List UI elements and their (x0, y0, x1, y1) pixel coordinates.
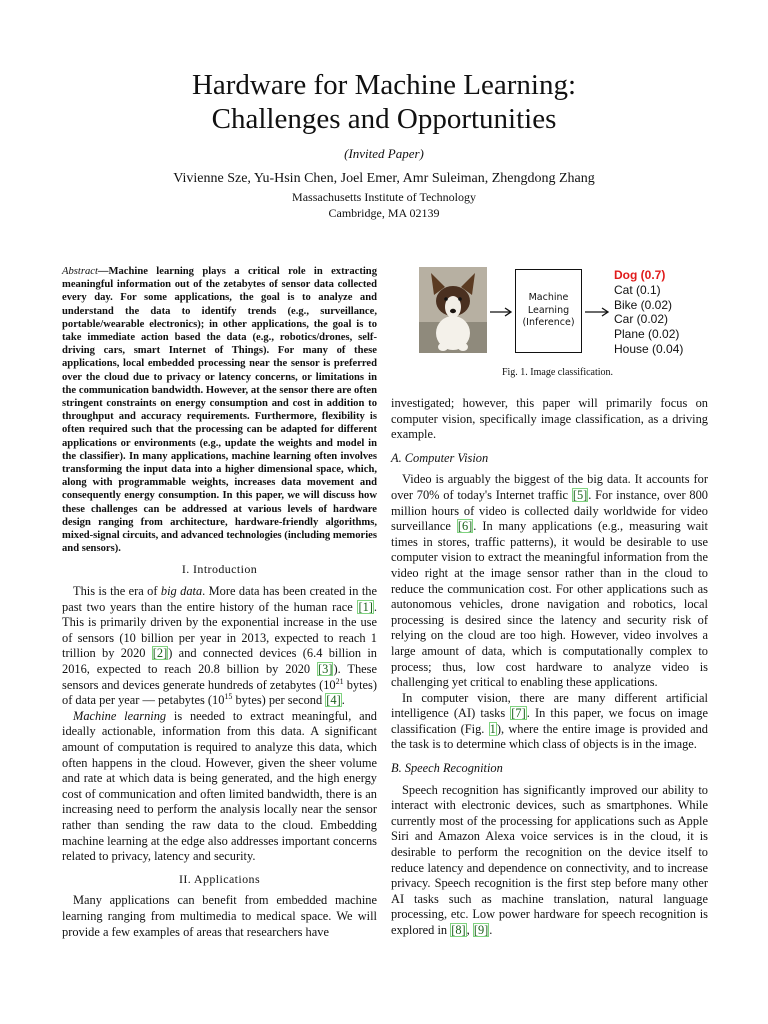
citation-link[interactable]: [5] (572, 487, 588, 502)
citation-link[interactable]: [9] (473, 923, 489, 937)
machine-learning-box: Machine Learning (Inference) (515, 269, 582, 353)
output-label: Bike (0.02) (614, 297, 673, 312)
affiliation: Massachusetts Institute of Technology (292, 190, 476, 204)
citation-link[interactable]: [4] (326, 693, 341, 708)
paper-title (0, 68, 768, 136)
output-label: Plane (0.02) (614, 327, 680, 342)
section-heading-applications: II. Applications (178, 871, 261, 886)
applications-paragraph-1: Many applications can benefit from embedded machine learning ranging from multimedia to medical space. We will provide a few examples of areas that researchers have (62, 893, 377, 939)
title-line-2: Challenges and Opportunities (211, 103, 557, 135)
dog-photo (419, 267, 487, 353)
title-line-1: Hardware for Machine Learning: (191, 69, 577, 101)
citation-link[interactable]: [1] (358, 599, 373, 614)
left-column (62, 265, 377, 940)
output-label: Car (0.02) (614, 312, 669, 327)
emphasis-machine-learning: Machine learning (73, 708, 167, 723)
speech-paragraph-1: Speech recognition has significantly improved our ability to interact with electronic devices, such as smartphones. While currently most of the processing for applications such as Apple Siri and Amazon Alexa voice services is in the cloud, it is desirable to perform the recognition on the device itself to reduce latency and dependence on connectivity, and to increase privacy. Speech recognition is the first step before many other AI tasks such as machine translation, natural language processing, etc. Low power hardware for speech recognition is explored in [8], [9]. (391, 782, 708, 937)
input-arrow-icon (490, 307, 514, 317)
figure-caption: Fig. 1. Image classification. (501, 367, 614, 378)
figure-reference-link[interactable]: 1 (489, 721, 496, 736)
citation-link[interactable]: [7] (511, 706, 526, 721)
output-label: Cat (0.1) (614, 282, 661, 297)
output-label-top: Dog (0.7) (614, 268, 666, 282)
affiliation-block (0, 189, 768, 221)
citation-link[interactable]: [3] (318, 662, 333, 677)
abstract-text: —Machine learning plays a critical role in extracting meaningful information out of the zetabytes of sensor data collected every day. For some applications, the goal is to analyze and understand the data to identify trends (e.g., surveillance, portable/wearable electronics); in other applications, the goal is to take immediate action based the data (e.g., robotics/drones, self-driving cars, smart Internet of Things). For many of these applications, local embedded processing near the sensor is preferred over the cloud due to privacy or latency concerns, or limitations in the communication bandwidth. However, at the sensor there are often stringent constraints on energy consumption and cost in addition to throughput and accuracy requirements. Furthermore, flexibility is often required such that the processing can be adapted for different applications or environments (e.g., update the weights and model in the classifier). In many applications, machine learning often involves transforming the input data into a higher dimensional space, which, along with programmable weights, increases data movement and consequently energy consumption. In this paper, we will discuss how these challenges can be addressed at various levels of hardware design ranging from architecture, hardware-friendly algorithms, mixed-signal circuits, and advanced technologies (including memories and sensors). (62, 266, 377, 555)
citation-link[interactable]: [6] (457, 519, 473, 534)
section-heading-introduction: I. Introduction (181, 562, 258, 577)
emphasis-big-data: big data (160, 584, 203, 599)
author-list: Vivienne Sze, Yu-Hsin Chen, Joel Emer, Amr Suleiman, Zhengdong Zhang (173, 171, 595, 186)
output-label: House (0.04) (614, 341, 684, 356)
subsection-heading-computer-vision: A. Computer Vision (391, 450, 489, 465)
abstract (62, 265, 377, 555)
computer-vision-paragraph-1: Video is arguably the biggest of the big data. It accounts for over 70% of today's Internet traffic [5]. For instance, over 800 million hours of video is collected daily worldwide for video surveillance [6]. In many applications (e.g., measuring wait times in stores, traffic patterns), it would be desirable to use computer vision to extract the meaningful information from the video right at the image sensor rather than in the cloud to reduce the communication cost. For other applications such as autonomous vehicles, drone navigation and robotics, local processing is desired since the latency and security risk of relying on the cloud are too high. However, video involves a large amount of data, which is computationally complex to process; thus, low cost hardware to analyze video is challenging yet critical to enabling these applications. (391, 472, 708, 690)
intro-paragraph-1: This is the era of big data. More data has been created in the past two years than the entire history of the human race [1]. This is primarily driven by the exponential increase in the use of sensors (10 billion per year in 2013, expected to reach 1 trillion by 2020 [2]) and connected devices (6.4 billion in 2016, expected to reach 20.8 billion by 2020 [3]). These sensors and devices generate hundreds of zetabytes ($10^{21}$ bytes) of data per year — petabytes ($10^{15}$ bytes) per second [4]. (62, 584, 378, 708)
abstract-lead: Abstract (62, 266, 98, 277)
invited-note: (Invited Paper) (344, 146, 424, 161)
right-column (391, 396, 708, 939)
citation-link[interactable]: [8] (451, 923, 466, 937)
subsection-heading-speech-recognition: B. Speech Recognition (391, 761, 503, 776)
output-arrow-icon (585, 307, 611, 317)
figure-image-classification (405, 265, 710, 383)
location: Cambridge, MA 02139 (328, 206, 440, 220)
intro-paragraph-2: Machine learning is needed to extract meaningful, and ideally actionable, information from this data. A significant amount of computation is required to analyze this data, which often happens in the cloud. However, given the sheer volume and rate at which data is being generated, and the high energy cost of communication and often limited bandwidth, there is an increasing need to perform the analysis locally near the sensor rather than sending the raw data to the cloud. Embedding machine learning at the edge also addresses important concerns related to privacy, latency and security. (62, 708, 378, 864)
computer-vision-paragraph-2: In computer vision, there are many different artificial intelligence (AI) tasks [7]. In this paper, we focus on image classification (Fig. 1), where the entire image is provided and the task is to determine which class of objects is in the image. (391, 690, 708, 752)
citation-link[interactable]: [2] (152, 646, 168, 661)
applications-paragraph-continued: investigated; however, this paper will primarily focus on computer vision, specifically image classification, as a driving example. (391, 396, 708, 442)
classification-output-list (614, 268, 683, 357)
